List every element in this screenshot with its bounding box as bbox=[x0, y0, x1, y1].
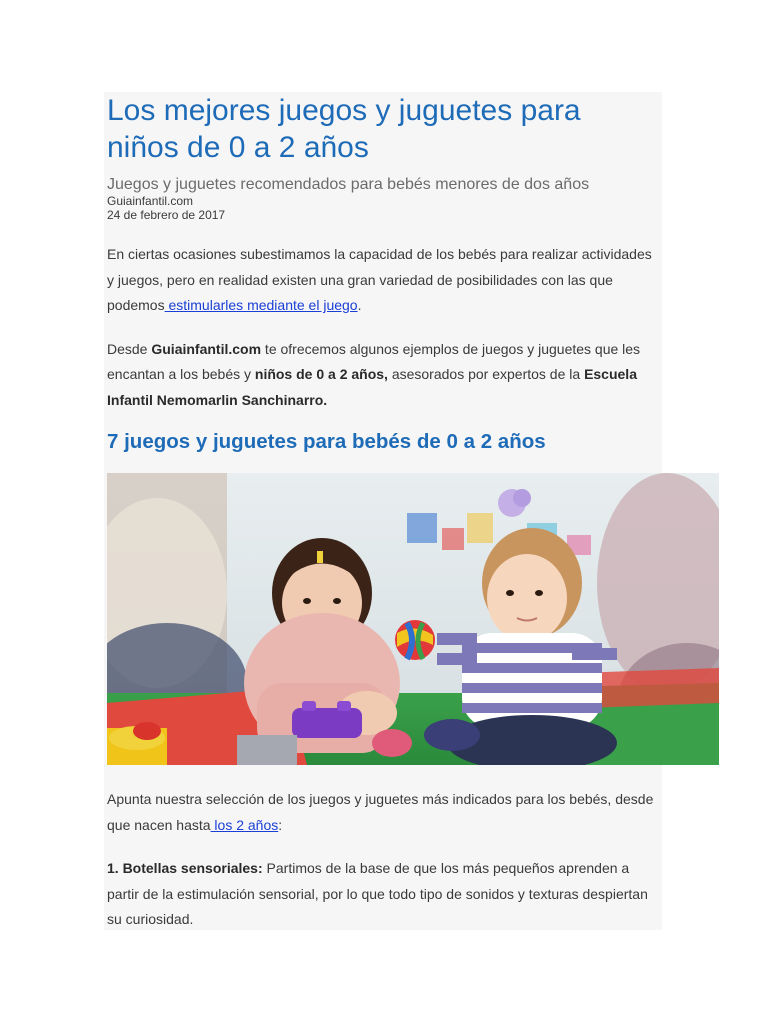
section-heading: 7 juegos y juguetes para bebés de 0 a 2 años bbox=[107, 430, 546, 453]
article-date: 24 de febrero de 2017 bbox=[107, 208, 226, 222]
estimularles-link[interactable]: estimularles mediante el juego bbox=[164, 297, 358, 313]
hero-image bbox=[107, 473, 719, 765]
para2-bold-ninos: niños de 0 a 2 años, bbox=[254, 366, 388, 382]
intro-end: . bbox=[357, 297, 362, 313]
intro-text: En ciertas ocasiones subestimamos la capacidad de los bebés para realizar actividades y juegos, pero en realidad existen una gran variedad de posibilidades con las que podemos bbox=[107, 246, 652, 313]
para2-text-2: te ofrecemos algunos ejemplos de juegos y juguetes que les encantan a los bebés y bbox=[107, 340, 641, 382]
botellas-paragraph bbox=[107, 856, 659, 933]
los-2-anos-link[interactable]: los 2 años bbox=[210, 816, 279, 833]
para2-text-1: Desde bbox=[107, 340, 152, 357]
article-source: Guiainfantil.com bbox=[107, 194, 194, 208]
para3-end: : bbox=[278, 816, 283, 833]
desde-paragraph bbox=[107, 337, 659, 414]
seleccion-paragraph bbox=[107, 787, 659, 838]
para2-bold-guiainfantil: Guiainfantil.com bbox=[151, 340, 262, 357]
babies-playing-illustration bbox=[107, 473, 719, 765]
botellas-heading: 1. Botellas sensoriales: bbox=[107, 860, 263, 876]
para3-text: Apunta nuestra selección de los juegos y juguetes más indicados para los bebés, desde que nacen hasta bbox=[107, 791, 654, 833]
para2-bold-escuela: Escuela Infantil Nemomarlin Sanchinarro. bbox=[107, 366, 637, 408]
article-subtitle: Juegos y juguetes recomendados para bebés menores de dos años bbox=[107, 176, 590, 193]
intro-paragraph bbox=[107, 242, 659, 319]
article bbox=[107, 92, 659, 933]
article-title: Los mejores juegos y juguetes para niños de 0 a 2 años bbox=[107, 94, 581, 164]
para2-text-3: asesorados por expertos de la bbox=[387, 366, 585, 382]
botellas-text: Partimos de la base de que los más pequeños aprenden a partir de la estimulación sensorial, por lo que todo tipo de sonidos y texturas despiertan su curiosidad. bbox=[107, 860, 648, 927]
